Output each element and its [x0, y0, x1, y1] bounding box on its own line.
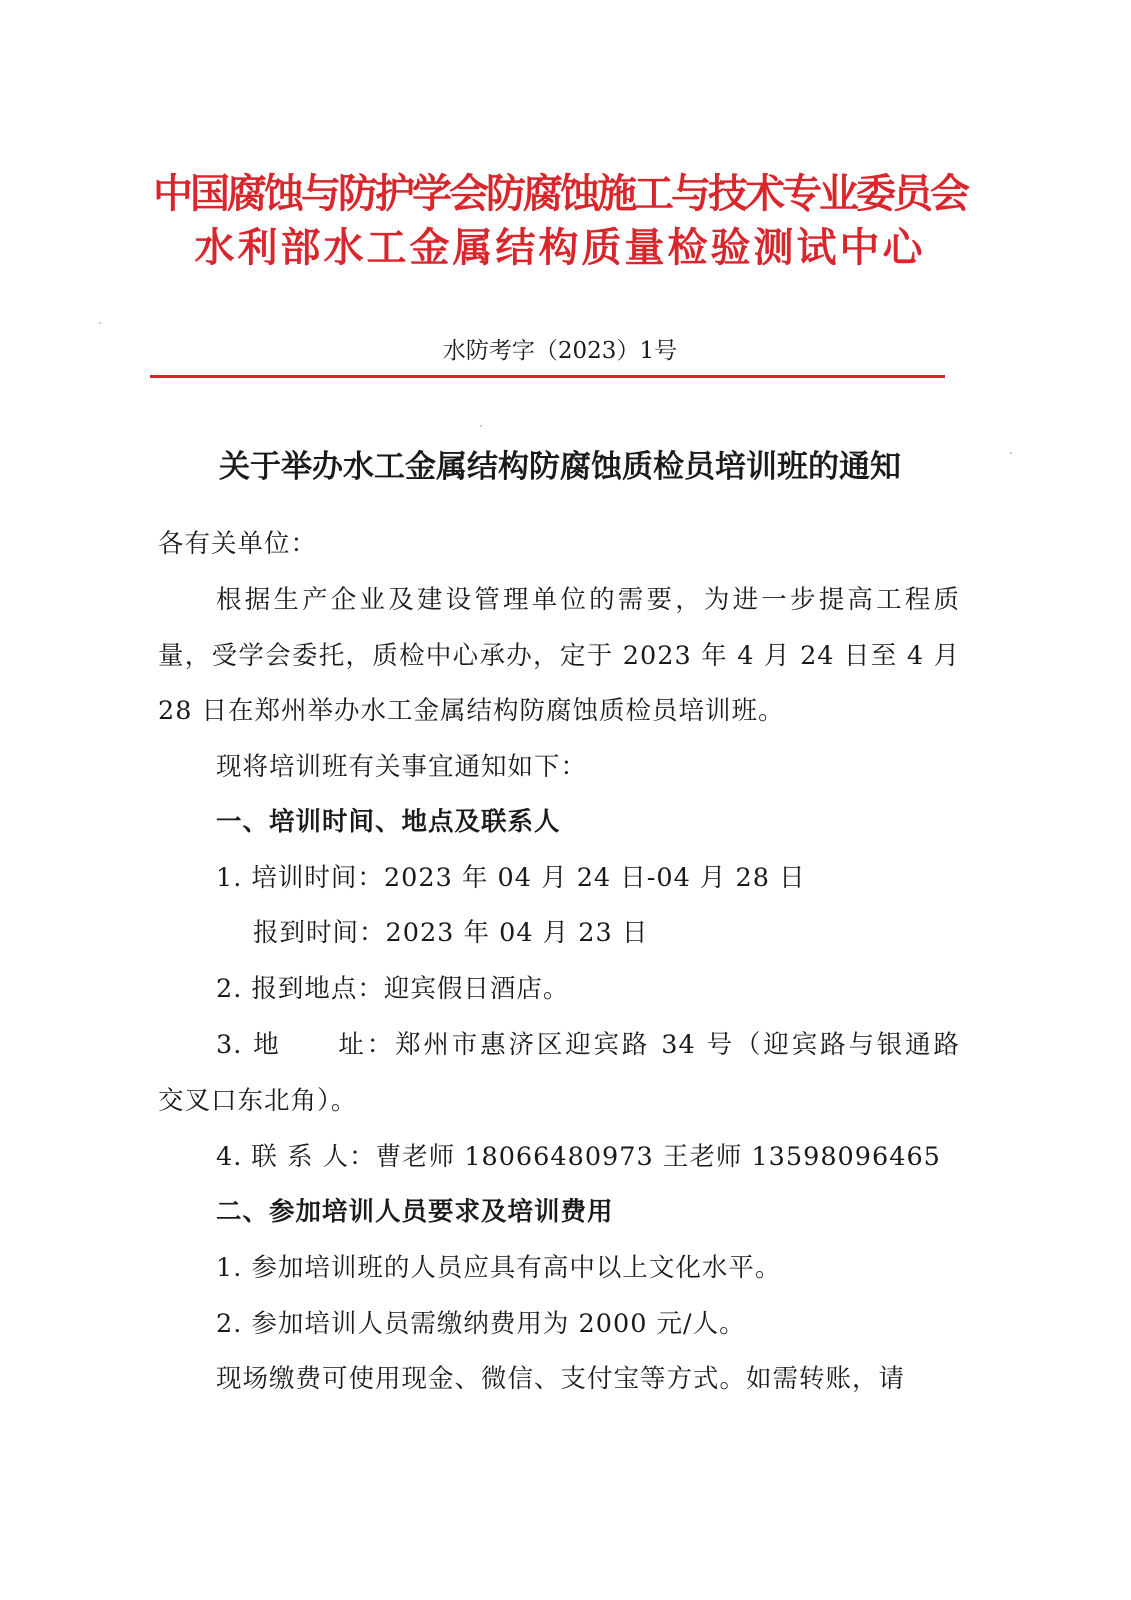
org-name-line-1: 中国腐蚀与防护学会防腐蚀施工与技术专业委员会 — [153, 171, 967, 217]
item-2-report-location: 2. 报到地点：迎宾假日酒店。 — [216, 974, 570, 1004]
section-2-heading: 二、参加培训人员要求及培训费用 — [216, 1197, 614, 1227]
item-1-training-time: 1. 培训时间：2023 年 04 月 24 日-04 月 28 日 — [216, 863, 806, 893]
payment-line: 现场缴费可使用现金、微信、支付宝等方式。如需转账，请 — [216, 1364, 906, 1394]
item-4-contacts: 4. 联 系 人：曹老师 18066480973 王老师 13598096465 — [216, 1142, 941, 1172]
scan-speck — [1010, 452, 1012, 454]
paragraph-2: 现将培训班有关事宜通知如下： — [216, 752, 588, 782]
document-number: 水防考字（2023）1号 — [442, 338, 678, 364]
requirement-1: 1. 参加培训班的人员应具有高中以上文化水平。 — [216, 1253, 782, 1283]
requirement-2: 2. 参加培训人员需缴纳费用为 2000 元/人。 — [216, 1309, 746, 1339]
org-name-line-2: 水利部水工金属结构质量检验测试中心 — [194, 225, 926, 271]
item-1-report-time: 报到时间：2023 年 04 月 23 日 — [253, 918, 649, 948]
paragraph-1-line-2: 量，受学会委托，质检中心承办，定于 2023 年 4 月 24 日至 4 月 — [158, 641, 960, 671]
salutation: 各有关单位： — [158, 529, 318, 559]
section-1-heading: 一、培训时间、地点及联系人 — [216, 807, 561, 837]
notice-title: 关于举办水工金属结构防腐蚀质检员培训班的通知 — [219, 449, 901, 485]
item-3-address-line-1: 3. 地 址：郑州市惠济区迎宾路 34 号（迎宾路与银通路 — [216, 1030, 960, 1060]
scan-speck — [480, 425, 482, 427]
paragraph-1-line-3: 28 日在郑州举办水工金属结构防腐蚀质检员培训班。 — [158, 696, 785, 726]
red-divider — [150, 375, 945, 378]
paragraph-1-line-1: 根据生产企业及建设管理单位的需要，为进一步提高工程质 — [216, 585, 960, 615]
scan-speck — [99, 322, 101, 324]
item-3-address-line-2: 交叉口东北角）。 — [158, 1086, 358, 1116]
